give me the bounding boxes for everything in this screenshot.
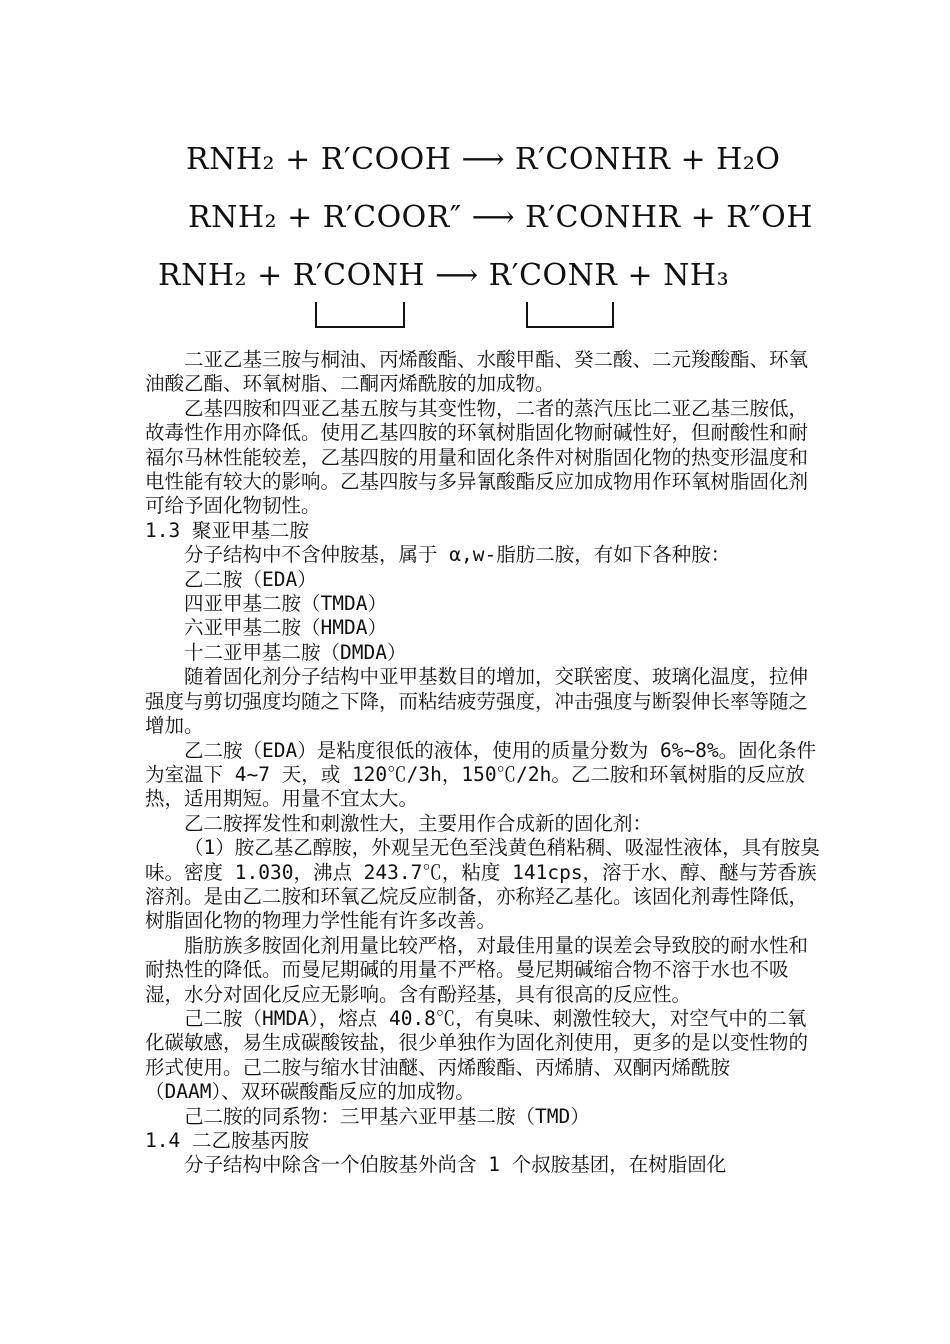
paragraph: （1）胺乙基乙醇胺，外观呈无色至浅黄色稍粘稠、吸湿性液体，具有胺臭味。密度 1.030，沸点 243.7℃，粘度 141cps，溶于水、醇、醚与芳香族溶剂。是由乙二胺和环氧乙烷反应制备，亦称羟乙基化。该固化剂毒性降低，树脂固化物的物理力学性能有许多改善。 [145,836,820,933]
paragraph: 己二胺的同系物：三甲基六亚甲基二胺（TMD） [184,1104,590,1128]
paragraph: 脂肪族多胺固化剂用量比较严格，对最佳用量的误差会导致胶的耐水性和耐热性的降低。而曼尼期碱的用量不严格。曼尼期碱缩合物不溶于水也不吸湿，水分对固化反应无影响。含有酚羟基，具有很高的反应性。 [145,933,809,1006]
ring-bracket-reactant [315,302,405,328]
paragraph: 己二胺（HMDA），熔点 40.8℃，有臭味、刺激性较大，对空气中的二氧化碳敏感，易生成碳酸铵盐，很少单独作为固化剂使用，更多的是以变性物的形式使用。己二胺与缩水甘油醚、丙烯酸酯、丙烯腈、双酮丙烯酰胺（DAAM）、双环碳酸酯反应的加成物。 [145,1006,809,1104]
section-heading: 1.3 聚亚甲基二胺 [145,518,309,542]
equation-3: RNH₂ + R′CONH ⟶ R′CONR + NH₃ [158,258,730,293]
paragraph: 分子结构中除含一个伯胺基外尚含 1 个叔胺基团，在树脂固化 [184,1153,727,1177]
section-heading: 1.4 二乙胺基丙胺 [145,1129,309,1152]
paragraph: 乙二胺（EDA）是粘度很低的液体，使用的质量分数为 6%~8%。固化条件为室温下 4~7 天，或 120℃/3h，150℃/2h。乙二胺和环氧树脂的反应放热，适用期短。用量不宜太大。 [145,738,817,811]
equation-1: RNH₂ + R′COOH ⟶ R′CONHR + H₂O [186,142,781,177]
paragraph: 乙基四胺和四亚乙基五胺与其变性物，二者的蒸汽压比二亚乙基三胺低，故毒性作用亦降低。使用乙基四胺的环氧树脂固化物耐碱性好，但耐酸性和耐福尔马林性能较差，乙基四胺的用量和固化条件对树脂固化物的热变形温度和电性能有较大的影响。乙基四胺与多异氰酸酯反应加成物用作环氧树脂固化剂可给予固化物韧性。 [145,396,809,518]
paragraph: 二亚乙基三胺与桐油、丙烯酸酯、水酸甲酯、癸二酸、二元羧酸酯、环氧油酸乙酯、环氧树脂、二酮丙烯酰胺的加成物。 [145,348,809,396]
paragraph: 乙二胺挥发性和刺激性大，主要用作合成新的固化剂： [184,811,653,835]
list-item: 六亚甲基二胺（HMDA） [184,616,387,640]
list-item: 乙二胺（EDA） [184,567,317,591]
body-text [145,348,825,1178]
list-item: 十二亚甲基二胺（DMDA） [184,640,407,664]
paragraph: 分子结构中不含仲胺基，属于 α,w-脂肪二胺，有如下各种胺： [184,543,731,567]
paragraph: 随着固化剂分子结构中亚甲基数目的增加，交联密度、玻璃化温度，拉伸强度与剪切强度均随之下降，而粘结疲劳强度，冲击强度与断裂伸长率等随之增加。 [145,665,809,738]
ring-bracket-product [526,302,614,328]
reaction-equations [150,138,813,338]
equation-2: RNH₂ + R′COOR″ ⟶ R′CONHR + R″OH [188,200,813,235]
list-item: 四亚甲基二胺（TMDA） [184,592,387,616]
